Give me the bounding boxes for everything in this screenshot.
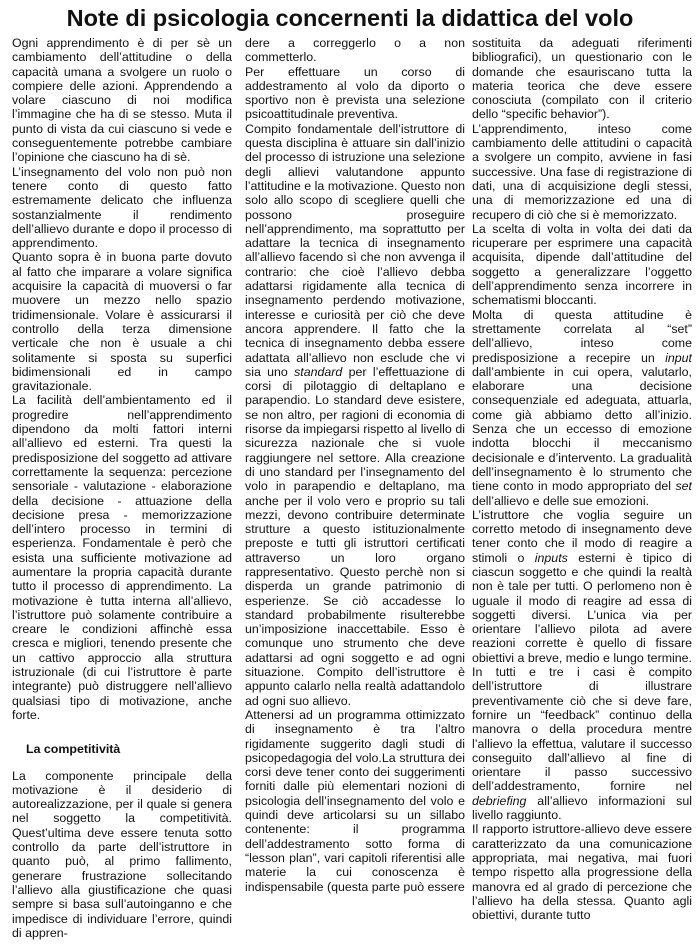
page-title: Note di psicologia concernenti la didattica del volo bbox=[66, 5, 634, 31]
text-run: per l’effettuazione di corsi di pilotaggio di deltaplano e parapendio. Lo standard deve esistere, se non altro, per ragioni di economia di risorse da impiegarsi rispetto al livello di sicurezza nazionale che si vuole raggiungere nel settore. Alla creazione di uno standard per l’insegnamento del volo in parapendio e deltaplano, ma anche per il volo vero e proprio su tali mezzi, devono contribuire determinate strutture a questo istituzionalmente preposte e tutti gli istruttori certificati attraverso un loro organo rappresentativo. Questo perchè non si disperda un grande patrimonio di esperienze. Se ciò accadesse lo standard probabilmente risulterebbe un’imposizione inaccettabile. Esso è comunque uno strumento che deve adattarsi ad ogni soggetto e ad ogni situazione. Compito dell’istruttore è appunto calarlo nella realtà adattandolo ad ogni suo allievo. bbox=[245, 364, 465, 708]
paragraph: L’insegnamento del volo non può non tenere conto di questo fatto estremamente delicato che influenza sostanzialmente il rendimento dell’allievo durante e dopo il processo di apprendimento. bbox=[12, 164, 232, 251]
text-column-2 bbox=[245, 36, 465, 944]
text-run: Compito fondamentale dell’istruttore di questa disciplina è attuare sin dall’inizio del processo di istruzione una selezione degli allievi valutandone appunto l’attitudine e la motivazione. Questo non solo allo scopo di scegliere quelli che possono proseguire nell’apprendimento, ma soprattutto per adattare la tecnica di insegnamento all’allievo facendo sì che non avvenga il contrario: che cioè l’allievo debba adattarsi rigidamente alla tecnica di insegnamento perdendo motivazione, interesse e curiosità per ciò che deve ancora apprendere. Il fatto che la tecnica di insegnamento debba essere adattata all’allievo non esclude che vi sia uno bbox=[245, 121, 465, 379]
paragraph: Ogni apprendimento è di per sè un cambiamento dell’attitudine o della capacità umana a svolgere un ruolo o compiere delle azioni. Apprendendo a volare ciascuno di noi modifica l’immagine che ha di se stesso. Muta il punto di vista da cui ciascuno si vede e conseguentemente potrebbe cambiare l’opinione che ciascuno ha di sè. bbox=[12, 36, 232, 165]
paragraph bbox=[472, 308, 692, 508]
text-run: all’allievo informazioni sul livello raggiunto. bbox=[472, 793, 692, 823]
paragraph: dere a correggerlo o a non commetterlo. bbox=[245, 36, 465, 65]
paragraph: Quanto sopra è in buona parte dovuto al fatto che imparare a volare significa acquisire la capacità di muoversi o far muovere un mezzo nello spazio tridimensionale. Volare è assicurarsi il controllo della terza dimensione verticale che non è usuale a chi solitamente si sposta su superfici bidimensionali ed in campo gravitazionale. bbox=[12, 250, 232, 394]
paragraph bbox=[245, 122, 465, 708]
section-heading: La competitività bbox=[26, 742, 121, 757]
paragraph: Il rapporto istruttore-allievo deve essere caratterizzato da una comunicazione appropriata, mai negativa, mai fuori tempo rispetto alla progressione della manovra ed al grado di percezione che l’allievo ha della stessa. Quanto agli obiettivi, durante tutto bbox=[472, 822, 692, 923]
paragraph bbox=[472, 508, 692, 823]
paragraph: Attenersi ad un programma ottimizzato di insegnamento è tra l’altro rigidamente suggerito dagli studi di psicopedagogia del volo.La struttura dei corsi deve tener conto dei suggerimenti forniti dalle più elementari nozioni di psicologia dell’insegnamento del volo e quindi deve articolarsi su un sillabo contenente: il programma dell’addestramento sotto forma di “lesson plan”, vari capitoli riferentisi alle materie la cui conoscenza è indispensabile (questa parte può essere bbox=[245, 707, 465, 894]
text-run: L’istruttore che voglia seguire un corretto metodo di insegnamento deve tener conto che il modo di reagire a stimoli o bbox=[472, 507, 692, 565]
text-column-3 bbox=[472, 36, 692, 944]
paragraph: Per effettuare un corso di addestramento al volo da diporto o sportivo non è prevista una selezione psicoattitudinale preventiva. bbox=[245, 64, 465, 122]
text-run: dall’ambiente in cui opera, valutarlo, elaborare una decisione consequenziale ed adeguata, attuarla, come già abbiamo detto all’inizio. Senza che un eccesso di emozione indotta blocchi il meccanismo decisionale e d’intervento. La gradualità dell’insegnamento è lo strumento che tiene conto in modo appropriato del bbox=[472, 364, 692, 494]
paragraph: La scelta di volta in volta dei dati da ricuperare per esprimere una capacità acquisita, dipende dall’attitudine del soggetto a generalizzare l’oggetto dell’apprendimento senza incorrere in schematismi bloccanti. bbox=[472, 221, 692, 308]
paragraph: sostituita da adeguati riferimenti bibliografici), un questionario con le domande che esauriscano tutta la materia teorica che deve essere conosciuta (compilato con il criterio dello “specific behavior”). bbox=[472, 36, 692, 122]
text-column-1 bbox=[12, 36, 232, 944]
text-run: dell’allievo e delle sue emozioni. bbox=[472, 493, 650, 508]
paragraph: La facilità dell’ambientamento ed il progredire nell’apprendimento dipendono da molti fattori interni all’allievo ed esterni. Tra questi la predisposizione del soggetto ad attivare correttamente la sequenza: percezione sensoriale - valutazione - elaborazione della decisione - attuazione della decisione presa - memorizzazione dell’intero processo in termini di esperienza. Fondamentale è però che esista una sufficiente motivazione ad aumentare la propria capacità durante tutto il processo di apprendimento. La motivazione è tutta interna all’allievo, l’istruttore può solamente contribuire a creare le condizioni affinchè essa cresca e migliori, tenendo presente che un cattivo approccio alla struttura istruzionale (di cui l’istruttore è parte integrante) può distruggere nell’allievo qualsiasi tipo di motivazione, anche forte. bbox=[12, 393, 232, 722]
italic-term: debriefing bbox=[472, 793, 527, 808]
text-run: Molta di questa attitudine è strettamente correlata al “set” dell’allievo, inteso come predisposizione a recepire un bbox=[472, 307, 692, 365]
italic-term: standard bbox=[294, 364, 343, 379]
paragraph: La componente principale della motivazione è il desiderio di autorealizzazione, per il quale si genera nel soggetto la competitività. Quest’ultima deve essere tenuta sotto controllo da parte dell’istruttore in quanto può, al primo fallimento, generare frustrazione sollecitando l’allievo alla giustificazione che quasi sempre si basa sull’autoinganno e che impedisce di individuare l’errore, quindi di appren- bbox=[12, 768, 232, 940]
italic-term: input bbox=[665, 350, 692, 365]
italic-term: inputs bbox=[534, 550, 568, 565]
paragraph: L’apprendimento, inteso come cambiamento delle attitudini o capacità a svolgere un compito, avviene in fasi successive. Una fase di registrazione di dati, una di acquisizione degli stessi, una di memorizzazione ed una di recupero di ciò che si è memorizzato. bbox=[472, 121, 692, 222]
italic-term: set bbox=[675, 479, 692, 494]
text-run: esterni è tipico di ciascun soggetto e che quindi la realtà non è tale per tutti. O perlomeno non è uguale il modo di reagire ad essa di soggetti diversi. L’unica via per orientare l’allievo pilota ad avere reazioni corrette è quello di fissare obiettivi a breve, medio e lungo termine. In tutti e tre i casi è compito dell’istruttore di illustrare preventivamente ciò che si deve fare, fornire un “feedback” continuo della manovra o della procedura mentre l’allievo la effettua, valutare il successo conseguito dall’allievo al fine di orientare il passo successivo dell’addestramento, fornire nel bbox=[472, 550, 692, 794]
